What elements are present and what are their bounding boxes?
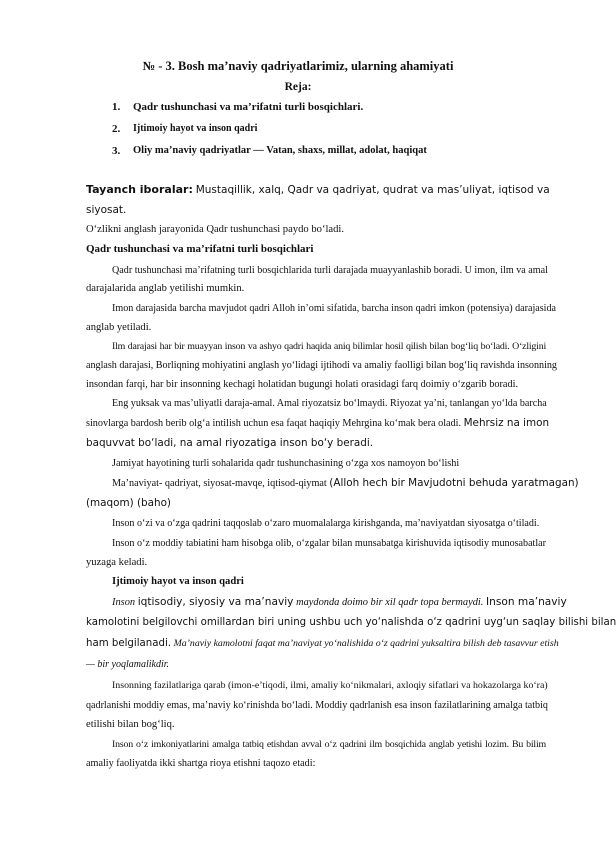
paragraph-line: anglab yetiladi. <box>86 322 152 333</box>
paragraph-line: anglash darajasi, Borliqning mohiyatini anglash yo‘lidagi ijtihodi va amaliy faolligi bilan bog‘liq ravishda insonning <box>86 360 557 371</box>
paragraph-text: maydonda doimo bir xil qadr topa bermaydi. <box>296 597 484 608</box>
paragraph-line: Inson o‘z moddiy tabiatini ham hisobga olib, o‘zgalar bilan munsabatga kirishuvida iqtisodiy munosabatlar <box>112 538 546 549</box>
paragraph-line: Insonning fazilatlariga qarab (imon-e’tiqodi, ilmi, amaliy ko‘nikmalari, axloqiy sifatlari va hokazolarga ko‘ra) <box>112 680 548 691</box>
plan-item-number: 2. <box>112 123 121 135</box>
paragraph-line: Qadr tushunchasi ma’rifatning turli bosqichlarida turli darajada muayyanlashib boradi. U imon, ilm va amal <box>112 265 548 276</box>
paragraph-text: Inson ma’naviy <box>485 596 567 608</box>
paragraph-text: iqtisodiy, siyosiy va ma’naviy <box>137 596 294 608</box>
paragraph-text: Mehrsiz na imon <box>463 417 550 429</box>
paragraph-line: Inson o‘z imkoniyatlarini amalga tatbiq etishdan avval o‘z qadrini ilm bosqichida anglab yetishi lozim. Bu bilim <box>112 739 546 750</box>
keywords-line <box>86 183 550 196</box>
intro-text: O‘zlikni anglash jarayonida Qadr tushunchasi paydo bo‘ladi. <box>86 224 345 235</box>
paragraph-line: yuzaga keladi. <box>86 557 148 568</box>
section-heading: Qadr tushunchasi va ma’rifatni turli bosqichlari <box>86 243 314 255</box>
paragraph-line: darajalarida anglab yetilishi mumkin. <box>86 283 245 294</box>
paragraph-line: Imon darajasida barcha mavjudot qadri Alloh in’omi sifatida, barcha inson qadri imkon (potensiya) darajasida <box>112 303 556 314</box>
document-title: № - 3. Bosh ma’naviy qadriyatlarimiz, ularning ahamiyati <box>142 59 454 73</box>
keywords-label: Tayanch iboralar: <box>86 183 193 196</box>
plan-item: Qadr tushunchasi va ma’rifatni turli bosqichlari. <box>133 101 364 113</box>
paragraph-line: qadrlanishi moddiy emas, ma’naviy ko‘rinishda bo‘ladi. Moddiy qadrlanish esa inson fazilatlarining amalga tatbiq <box>86 700 548 711</box>
paragraph-line: amaliy faoliyatda ikki shartga rioya etishni taqozo etadi: <box>86 758 316 769</box>
paragraph-line: Jamiyat hayotining turli sohalarida qadr tushunchasining o‘zga xos namoyon bo‘lishi <box>112 458 460 469</box>
paragraph-text: Ma’naviyat- qadriyat, siyosat-mavqe, iqtisod-qiymat <box>112 478 327 489</box>
keywords-text: siyosat. <box>86 204 127 216</box>
plan-heading: Reja: <box>284 81 312 93</box>
paragraph-line: baquvvat bo‘ladi, na amal riyozatiga inson bo‘y beradi. <box>86 437 374 449</box>
plan-item-number: 1. <box>112 101 121 113</box>
plan-item-number: 3. <box>112 145 121 157</box>
plan-item: Oliy ma’naviy qadriyatlar — Vatan, shaxs, millat, adolat, haqiqat <box>133 145 427 156</box>
paragraph-line: — bir yoqlamalikdir. <box>86 659 170 670</box>
keywords-text: Mustaqillik, xalq, Qadr va qadriyat, qudrat va mas’uliyat, iqtisod va <box>195 184 550 196</box>
paragraph-line: etilishi bilan bog‘liq. <box>86 719 175 730</box>
section-heading: Ijtimoiy hayot va inson qadri <box>112 576 244 587</box>
paragraph-text: (Alloh hech bir Mavjudotni behuda yaratmagan) <box>329 477 579 489</box>
paragraph-line: Eng yuksak va mas’uliyatli daraja-amal. Amal riyozatsiz bo‘lmaydi. Riyozat ya’ni, tanlangan yo‘lda barcha <box>112 398 547 409</box>
paragraph-text: Ma’naviy kamolotni faqat ma’naviyat yo‘nalishida o‘z qadrini yuksaltira bilish deb tasavvur etish <box>173 638 559 649</box>
paragraph-text: ham belgilanadi. <box>86 638 172 649</box>
paragraph-line <box>112 596 567 608</box>
paragraph-line <box>112 477 579 489</box>
plan-item: Ijtimoiy hayot va inson qadri <box>133 123 258 134</box>
paragraph-line: Ilm darajasi har bir muayyan inson va ashyo qadri haqida aniq bilimlar hosil qilish bilan bog‘liq bo‘ladi. O‘zligini <box>112 341 546 352</box>
paragraph-line <box>86 417 550 429</box>
paragraph-line: (maqom) (baho) <box>86 497 171 509</box>
paragraph-line: Inson o‘zi va o‘zga qadrini taqqoslab o‘zaro muomalalarga kirishganda, ma’naviyatdan siyosatga o‘tiladi. <box>112 518 540 529</box>
paragraph-line <box>86 638 559 649</box>
paragraph-line: insondan farqi, har bir insonning kechagi holatidan bugungi holati orasidagi farq doimiy o‘zgarib boradi. <box>86 379 519 390</box>
paragraph-text: Inson <box>112 597 136 608</box>
paragraph-text: sinovlarga bardosh berib olg‘a intilish uchun esa faqat haqiqiy Mehrgina ko‘mak bera oladi. <box>86 418 462 429</box>
paragraph-line: kamolotini belgilovchi omillardan biri uning ushbu uch yo‘nalishda o‘z qadrini uyg‘un saqlay bilishi bilan <box>86 617 616 628</box>
